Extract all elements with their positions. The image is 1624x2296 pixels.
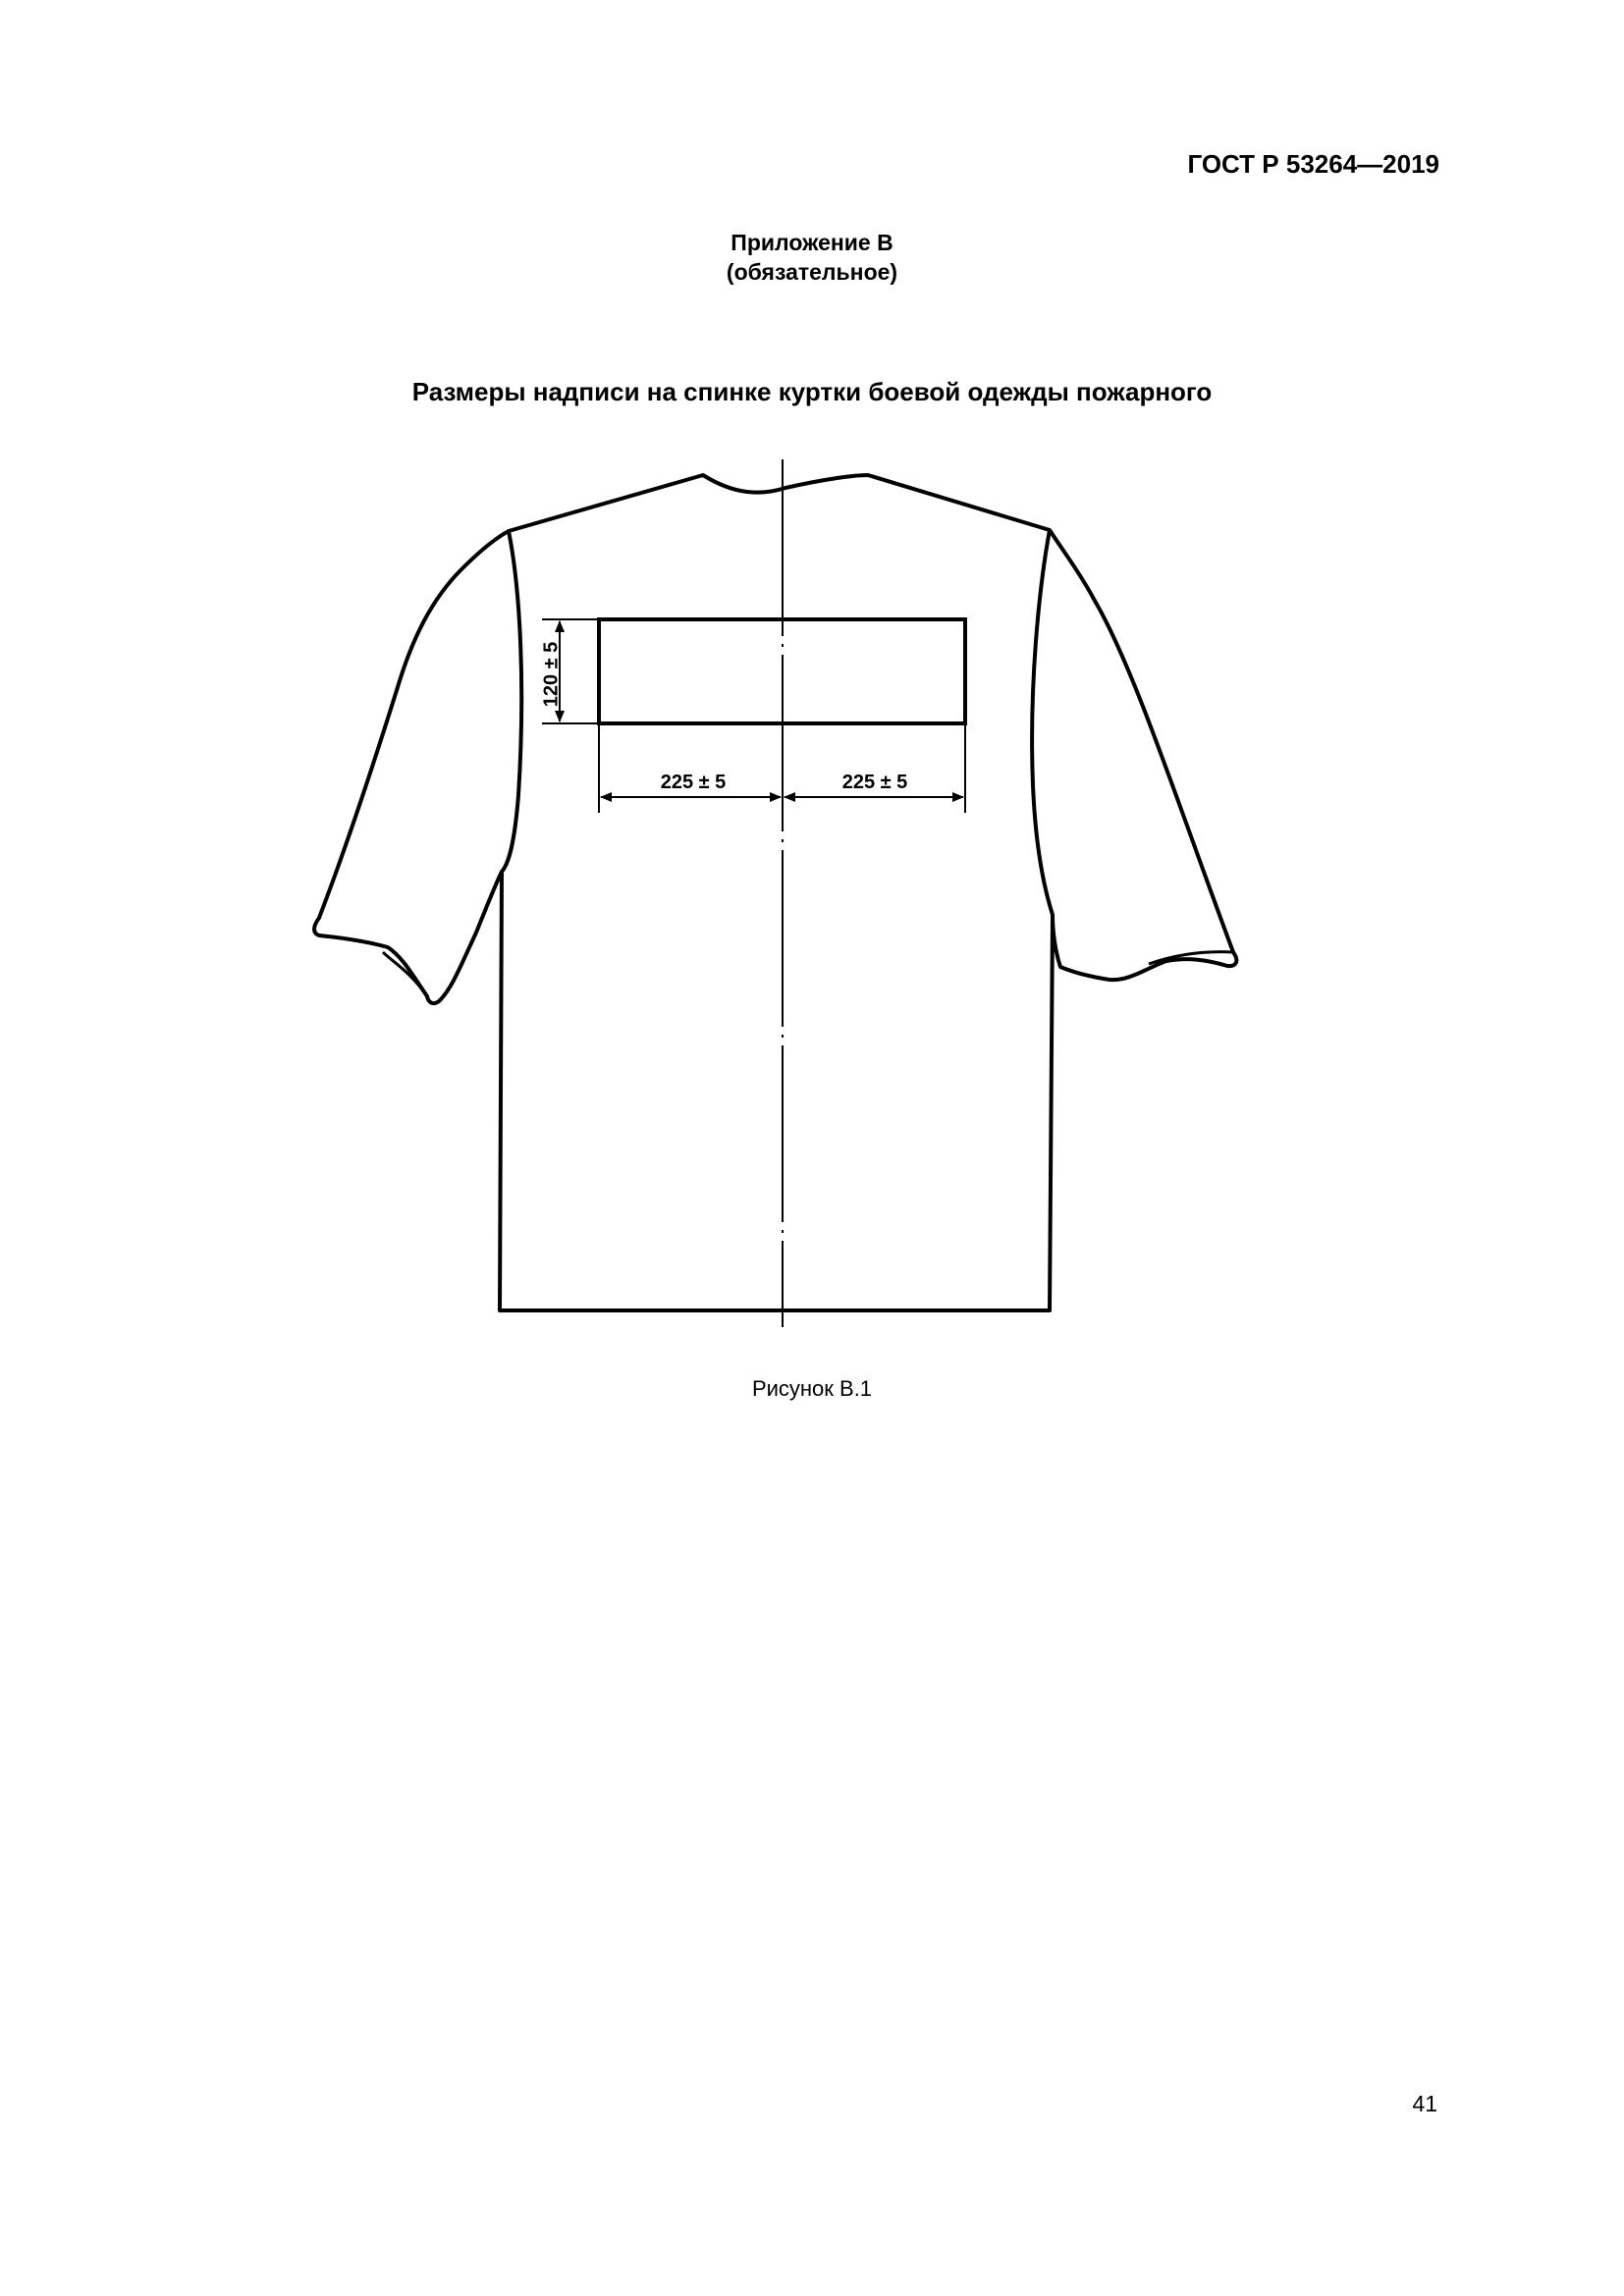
right-width-dimension-label: 225 ± 5 [841,772,908,793]
page-title: Размеры надписи на спинке куртки боевой одежды пожарного [411,377,1213,406]
jacket-outline [314,475,1236,1310]
page-number: 41 [1412,2091,1437,2116]
appendix-status: (обязательное) [726,259,898,285]
figure-caption: Рисунок В.1 [751,1376,873,1401]
appendix-label: Приложение В [731,230,893,255]
left-cuff-line [383,952,427,996]
standard-designation: ГОСТ Р 53264—2019 [1187,149,1439,179]
height-dimension-label: 120 ± 5 [540,641,563,708]
left-width-dimension-label: 225 ± 5 [660,772,727,793]
right-sleeve-seam [1032,530,1053,915]
left-sleeve-seam [502,531,521,872]
